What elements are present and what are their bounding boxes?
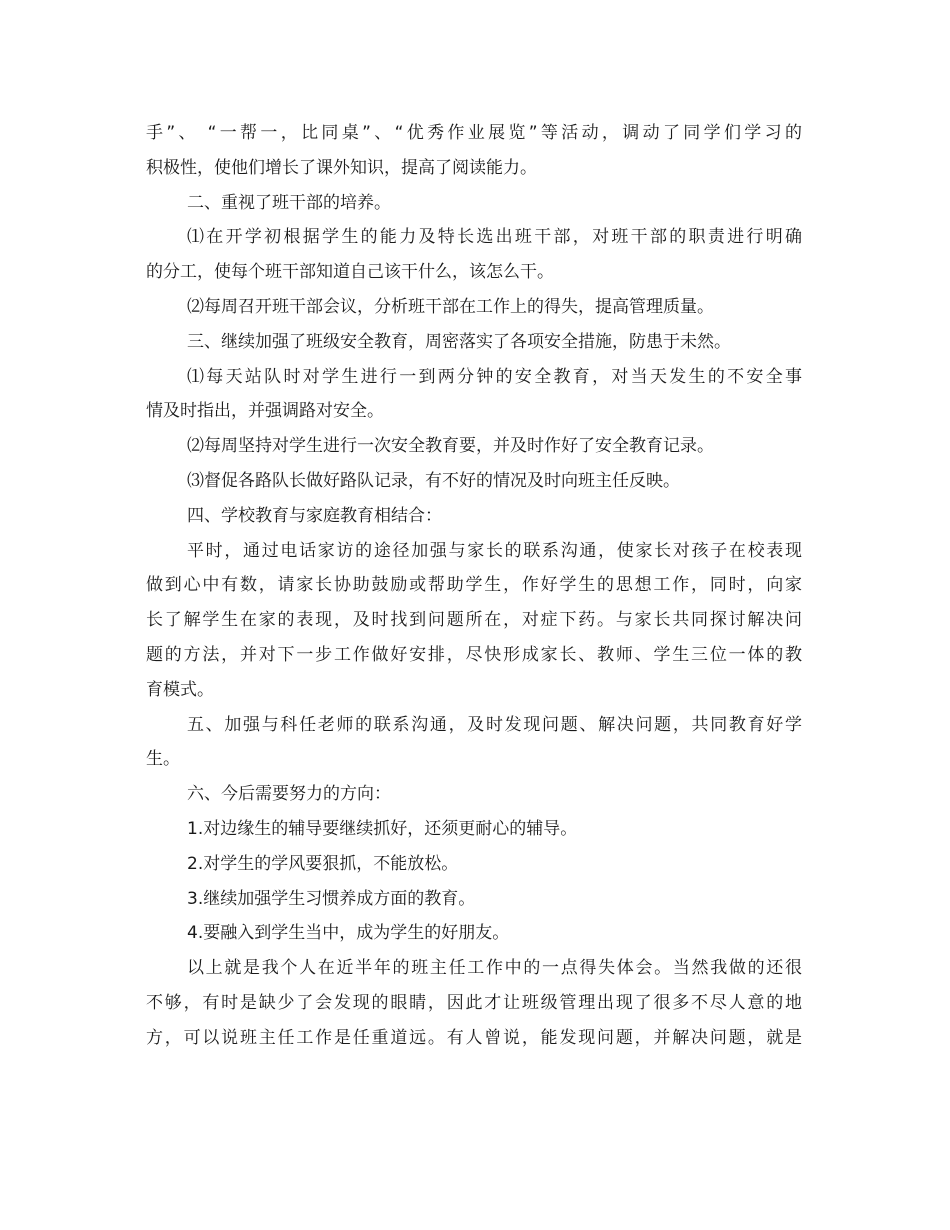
paragraph-line: 以上就是我个人在近半年的班主任工作中的一点得失体会。当然我做的还很 [187,958,802,979]
list-item: 2.对学生的学风要狠抓，不能放松。 [187,853,459,874]
section-heading: 六、今后需要努力的方向： [187,784,391,805]
paragraph-line: 平时，通过电话家访的途径加强与家长的联系沟通，使家长对孩子在校表现 [187,540,802,561]
paragraph-line: 生。 [146,749,180,770]
section-heading: 二、重视了班干部的培养。 [187,192,391,213]
paragraph-line: 育模式。 [146,679,214,700]
paragraph-line: ⑵每周坚持对学生进行一次安全教育要，并及时作好了安全教育记录。 [187,436,714,457]
paragraph-line: 手”、 “一帮一，比同桌”、“优秀作业展览”等活动，调动了同学们学习的 [146,123,802,143]
paragraph-line: 情及时指出，并强调路对安全。 [146,401,384,422]
paragraph-line: 的分工，使每个班干部知道自己该干什么，该怎么干。 [146,262,554,283]
paragraph-line: 做到心中有数，请家长协助鼓励或帮助学生，作好学生的思想工作，同时，向家 [146,575,802,596]
paragraph-line: ⑵每周召开班干部会议，分析班干部在工作上的得失，提高管理质量。 [187,296,714,317]
list-item: 4.要融入到学生当中，成为学生的好朋友。 [187,923,510,944]
paragraph-line: 积极性，使他们增长了课外知识，提高了阅读能力。 [146,157,537,178]
paragraph-line: ⑶督促各路队长做好路队记录，有不好的情况及时向班主任反映。 [187,470,680,491]
paragraph-line: 长了解学生在家的表现，及时找到问题所在，对症下药。与家长共同探讨解决问 [146,610,802,631]
paragraph-line: ⑴在开学初根据学生的能力及特长选出班干部，对班干部的职责进行明确 [187,227,802,248]
paragraph-line: 题的方法，并对下一步工作做好安排，尽快形成家长、教师、学生三位一体的教 [146,644,802,665]
document-body [146,116,802,1056]
list-item: 1.对边缘生的辅导要继续抓好，还须更耐心的辅导。 [187,818,578,839]
paragraph-line: ⑴每天站队时对学生进行一到两分钟的安全教育，对当天发生的不安全事 [187,366,802,387]
paragraph-line: 方，可以说班主任工作是任重道远。有人曾说，能发现问题，并解决问题，就是 [146,1027,802,1048]
list-item: 3.继续加强学生习惯养成方面的教育。 [187,888,476,909]
section-heading: 四、学校教育与家庭教育相结合： [187,505,442,526]
section-heading: 五、加强与科任老师的联系沟通，及时发现问题、解决问题，共同教育好学 [187,714,802,735]
paragraph-line: 不够，有时是缺少了会发现的眼睛，因此才让班级管理出现了很多不尽人意的地 [146,992,802,1013]
section-heading: 三、继续加强了班级安全教育，周密落实了各项安全措施，防患于未然。 [187,331,731,352]
